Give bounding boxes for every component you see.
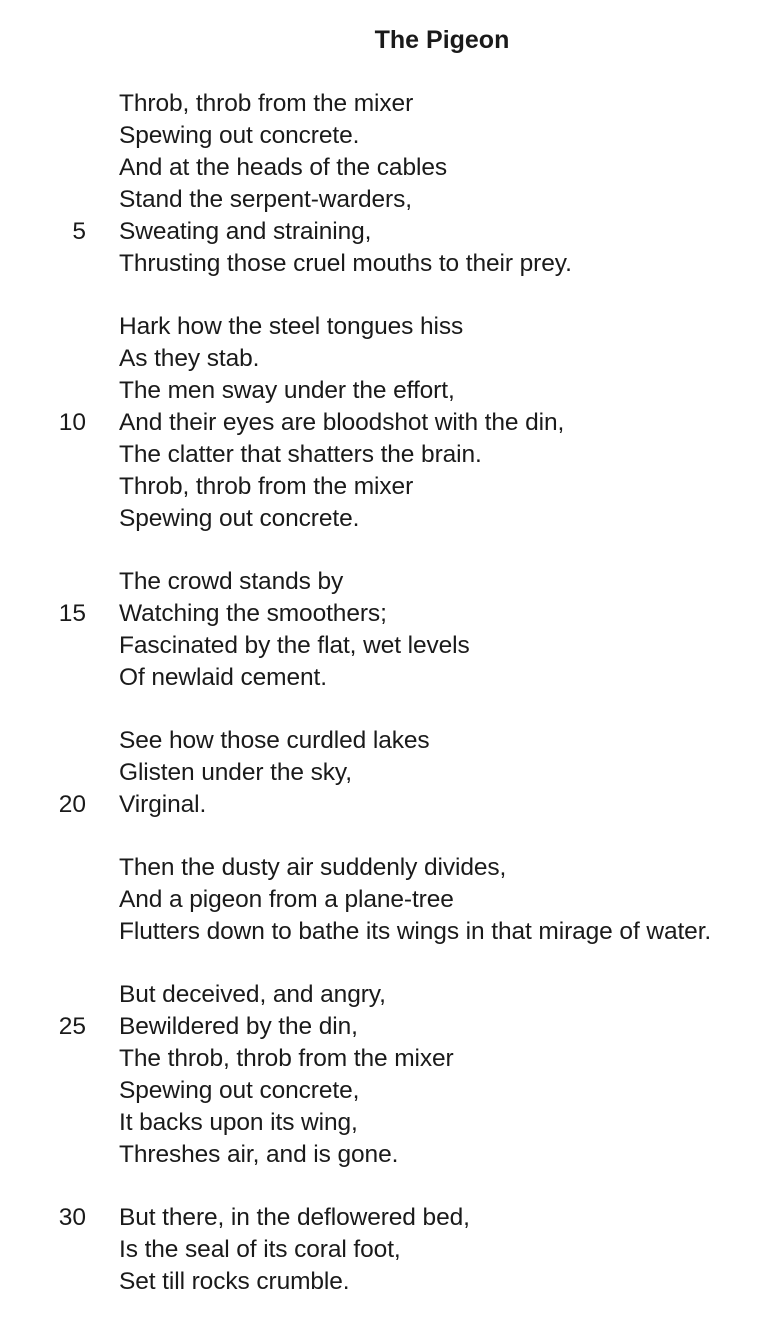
poem-line [0,1202,768,1234]
poem-line [0,1234,768,1266]
line-text: And their eyes are bloodshot with the din, [119,409,565,436]
line-text: Flutters down to bathe its wings in that mirage of water. [119,918,712,945]
line-number: 15 [58,600,86,627]
poem-line [0,1266,768,1298]
stanza [0,979,768,1171]
poem-line [0,598,768,630]
poem-title: The Pigeon [374,26,510,54]
line-text: Watching the smoothers; [119,600,387,627]
poem-line [0,725,768,757]
line-number: 20 [58,791,86,818]
poem-line [0,439,768,471]
poem-line [0,184,768,216]
poem-line [0,503,768,535]
line-text: But there, in the deflowered bed, [119,1204,470,1231]
stanza [0,88,768,280]
line-text: Throb, throb from the mixer [119,473,414,500]
poem-line [0,1011,768,1043]
line-text: The men sway under the effort, [119,377,455,404]
line-number: 30 [58,1204,86,1231]
line-text: And a pigeon from a plane-tree [119,886,454,913]
poem-line [0,662,768,694]
poem-line [0,343,768,375]
line-text: But deceived, and angry, [119,981,386,1008]
line-text: Throb, throb from the mixer [119,90,414,117]
line-text: Thrusting those cruel mouths to their prey. [119,250,572,277]
line-text: As they stab. [119,345,260,372]
poem-line [0,916,768,948]
line-text: Glisten under the sky, [119,759,352,786]
line-text: The crowd stands by [119,568,344,595]
stanza [0,566,768,694]
line-text: Threshes air, and is gone. [119,1141,399,1168]
line-number: 5 [72,218,86,245]
line-text: Hark how the steel tongues hiss [119,313,464,340]
line-text: Sweating and straining, [119,218,372,245]
poem-line [0,630,768,662]
poem-line [0,1075,768,1107]
line-text: The clatter that shatters the brain. [119,441,482,468]
poem-line [0,1139,768,1171]
poem-line [0,1043,768,1075]
poem-line [0,566,768,598]
poem-line [0,311,768,343]
poem-line [0,152,768,184]
poem-line [0,789,768,821]
stanza [0,1202,768,1298]
line-text: Spewing out concrete. [119,122,360,149]
poem-line [0,88,768,120]
line-text: Of newlaid cement. [119,664,327,691]
stanza [0,852,768,948]
line-number: 25 [58,1013,86,1040]
poem-line [0,757,768,789]
line-text: Set till rocks crumble. [119,1268,350,1295]
poem-line [0,979,768,1011]
poem-line [0,852,768,884]
line-text: Virginal. [119,791,207,818]
poem-line [0,884,768,916]
line-text: It backs upon its wing, [119,1109,358,1136]
line-text: Spewing out concrete, [119,1077,360,1104]
poem-line [0,407,768,439]
line-text: Fascinated by the flat, wet levels [119,632,470,659]
line-text: See how those curdled lakes [119,727,430,754]
poem-line [0,1107,768,1139]
line-text: Then the dusty air suddenly divides, [119,854,507,881]
poem-line [0,375,768,407]
poem-line [0,248,768,280]
line-text: Bewildered by the din, [119,1013,358,1040]
stanza [0,725,768,821]
line-text: Stand the serpent-warders, [119,186,412,213]
poem-line [0,471,768,503]
line-text: Is the seal of its coral foot, [119,1236,401,1263]
line-number: 10 [58,409,86,436]
poem-line [0,216,768,248]
poem-line [0,120,768,152]
stanza [0,311,768,535]
line-text: The throb, throb from the mixer [119,1045,454,1072]
poem-body [0,88,768,1329]
line-text: Spewing out concrete. [119,505,360,532]
line-text: And at the heads of the cables [119,154,447,181]
